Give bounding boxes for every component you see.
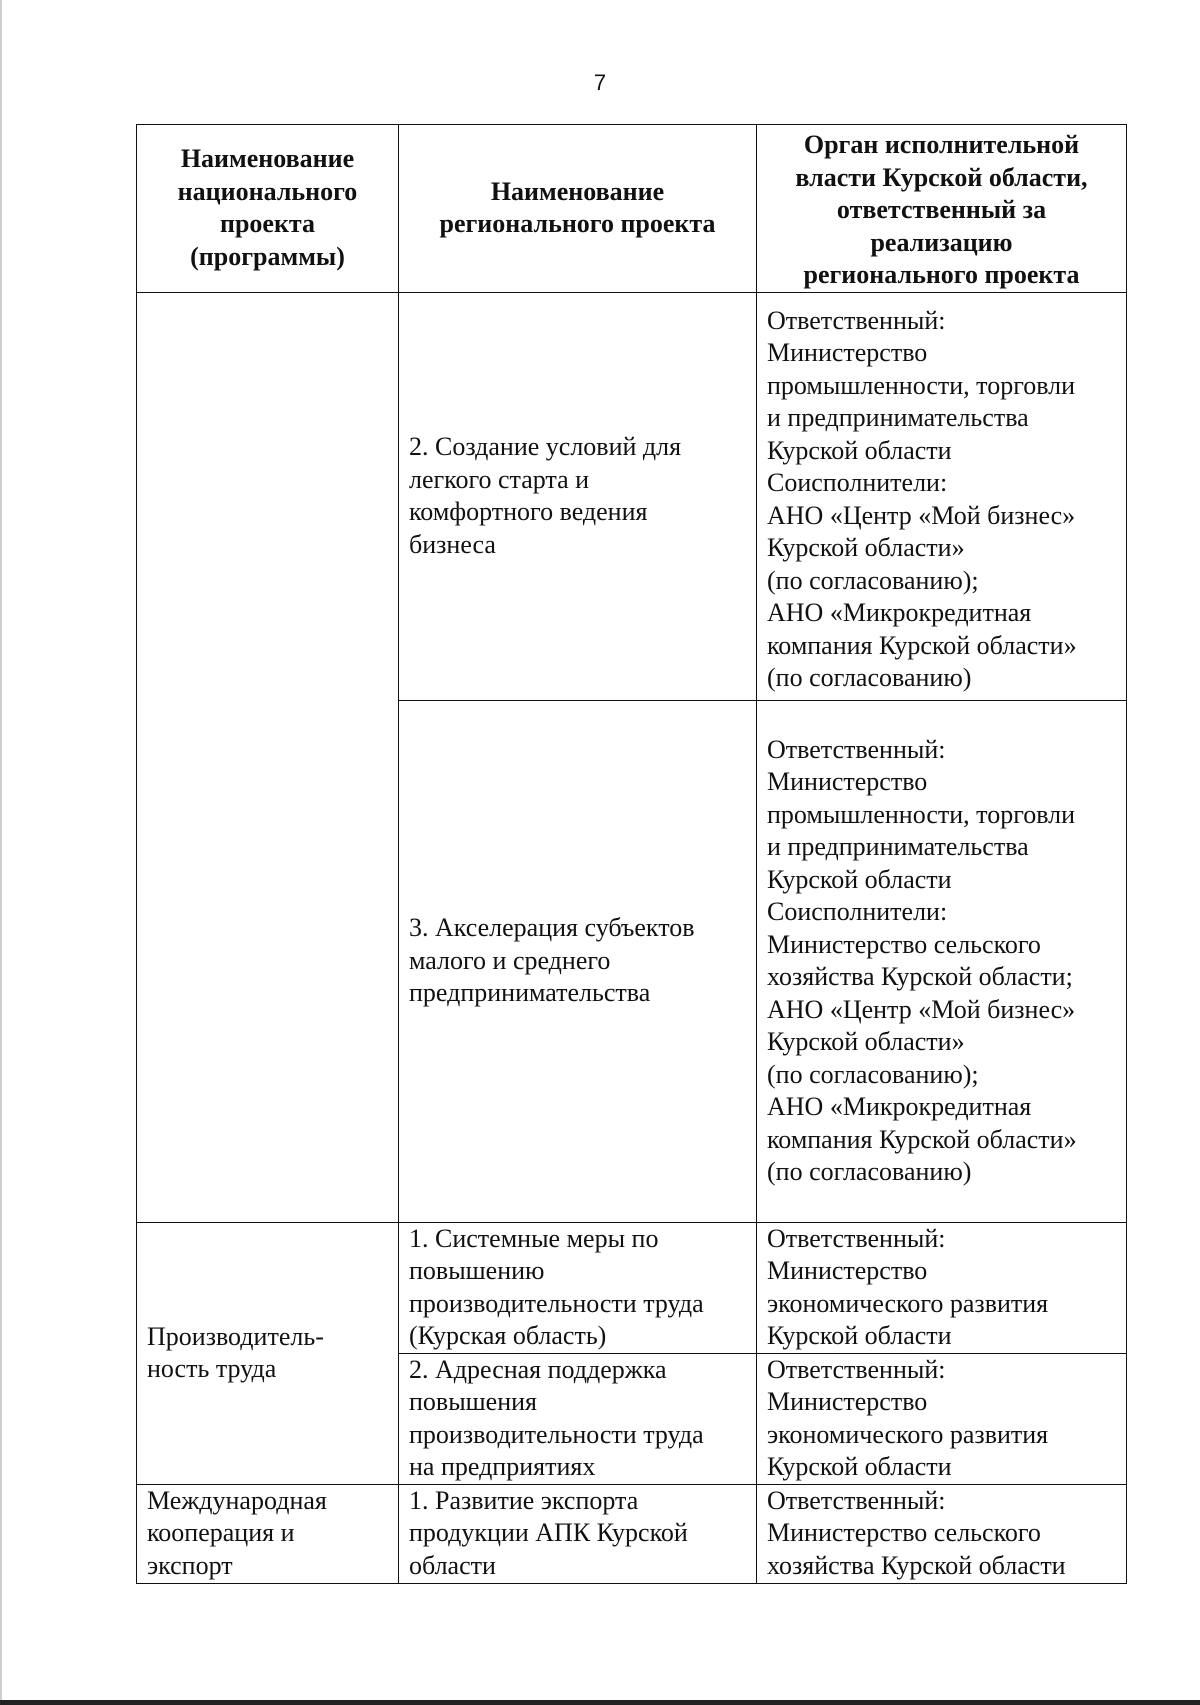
table-row [137,292,1127,700]
cell-authority: Ответственный: Министерство экономического развития Курской области [757,1353,1127,1484]
table-row [137,1484,1127,1583]
cell-national-project: Производитель- ность труда [137,1222,399,1484]
cell-national-project: Международная кооперация и экспорт [137,1484,399,1583]
cell-regional-project: 3. Акселерация субъектов малого и среднего предпринимательства [399,700,757,1222]
cell-authority: Ответственный: Министерство промышленности, торговли и предпринимательства Курской области Соисполнители: АНО «Центр «Мой бизнес» Курской области» (по согласованию); АНО «Микрокредитная компания Курской области» (по согласованию) [757,292,1127,700]
header-regional-project: Наименование регионального проекта [399,125,757,293]
projects-table [136,124,1127,1584]
header-authority: Орган исполнительной власти Курской области, ответственный за реализацию регионального проекта [757,125,1127,293]
table-row [137,1222,1127,1353]
cell-national-empty [137,292,399,1222]
cell-regional-project: 2. Создание условий для легкого старта и комфортного ведения бизнеса [399,292,757,700]
cell-authority: Ответственный: Министерство экономического развития Курской области [757,1222,1127,1353]
scan-bottom-edge [0,1700,1200,1705]
header-national-project: Наименование национального проекта (программы) [137,125,399,293]
page-number: 7 [593,70,607,95]
cell-authority: Ответственный: Министерство сельского хозяйства Курской области [757,1484,1127,1583]
cell-regional-project: 1. Системные меры по повышению производительности труда (Курская область) [399,1222,757,1353]
scan-left-edge [0,0,2,1705]
cell-regional-project: 1. Развитие экспорта продукции АПК Курской области [399,1484,757,1583]
cell-regional-project: 2. Адресная поддержка повышения производительности труда на предприятиях [399,1353,757,1484]
table-header-row [137,125,1127,293]
cell-authority: Ответственный: Министерство промышленности, торговли и предпринимательства Курской области Соисполнители: Министерство сельского хозяйства Курской области; АНО «Центр «Мой бизнес» Курской области» (по согласованию); АНО «Микрокредитная компания Курской области» (по согласованию) [757,700,1127,1222]
